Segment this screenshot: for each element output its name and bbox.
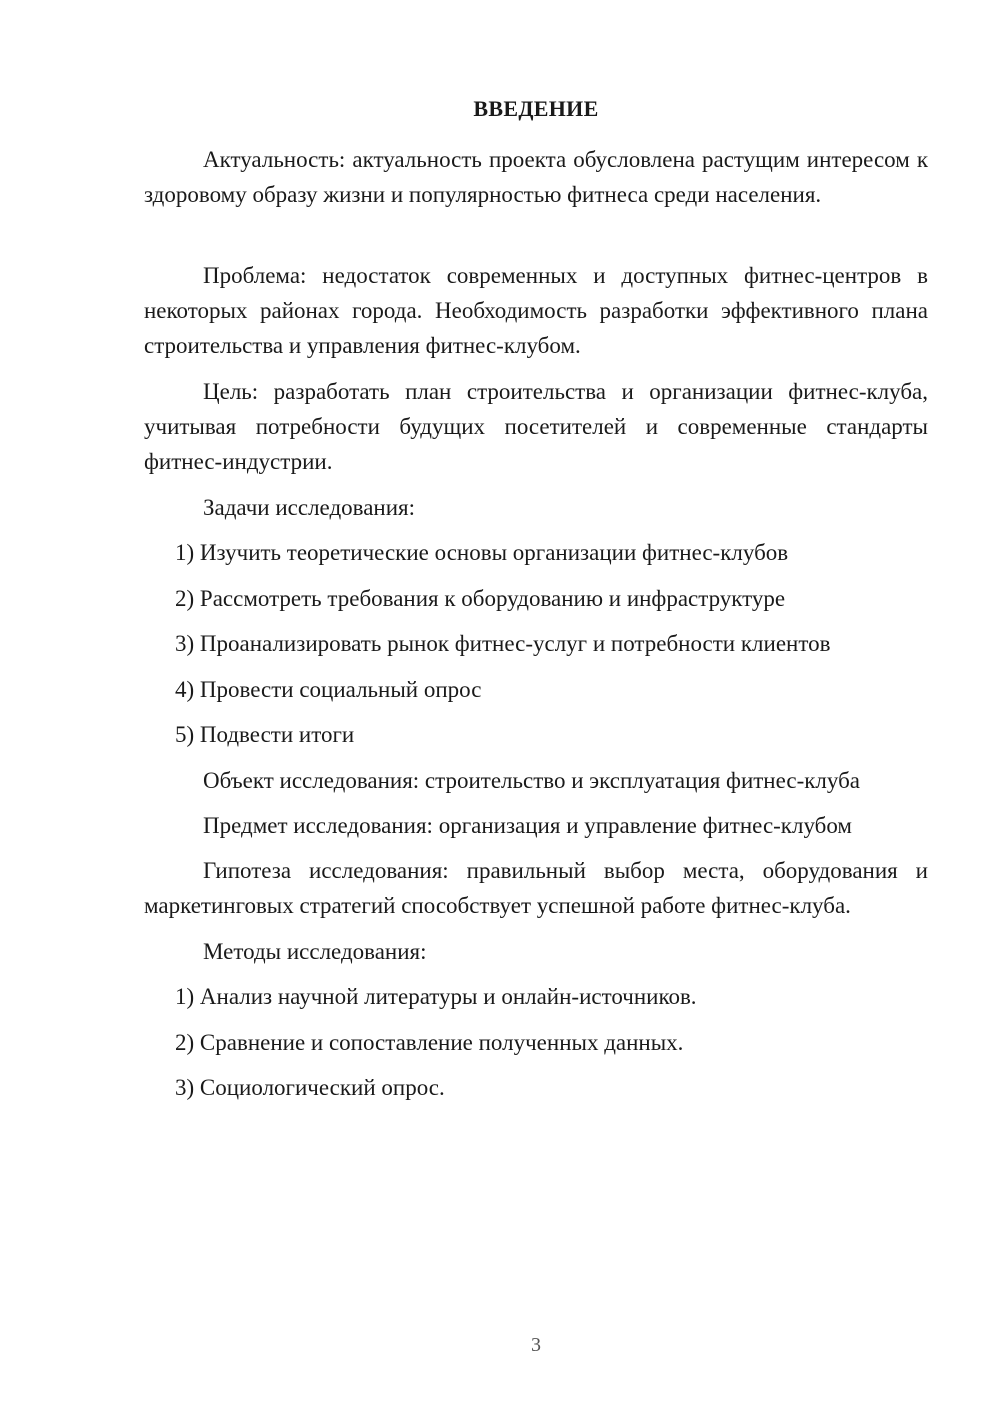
task-item: 3) Проанализировать рынок фитнес-услуг и потребности клиентов (175, 631, 831, 656)
hypothesis-text: Гипотеза исследования: правильный выбор места, оборудования и маркетинговых стратегий способствует успешной работе фитнес-клуба. (144, 858, 928, 918)
object-text: Объект исследования: строительство и эксплуатация фитнес-клуба (203, 768, 861, 793)
goal-paragraph (144, 374, 928, 479)
page-number: 3 (531, 1334, 541, 1356)
problem-text: Проблема: недостаток современных и доступных фитнес-центров в некоторых районах города. Необходимость разработки эффективного плана строительства и управления фитнес-клубом. (144, 263, 928, 358)
methods-heading: Методы исследования: (203, 939, 427, 964)
relevance-paragraph (144, 142, 928, 212)
task-item: 4) Провести социальный опрос (175, 677, 482, 702)
goal-text: Цель: разработать план строительства и организации фитнес-клуба, учитывая потребности будущих посетителей и современные стандарты фитнес-индустрии. (144, 379, 928, 474)
hypothesis-paragraph (144, 853, 928, 923)
method-item: 3) Социологический опрос. (175, 1075, 445, 1100)
tasks-heading: Задачи исследования: (203, 495, 416, 520)
task-item: 1) Изучить теоретические основы организации фитнес-клубов (175, 540, 789, 565)
task-item: 2) Рассмотреть требования к оборудованию и инфраструктуре (175, 586, 786, 611)
page-title: ВВЕДЕНИЕ (473, 96, 599, 121)
subject-text: Предмет исследования: организация и управление фитнес-клубом (203, 813, 852, 838)
task-item: 5) Подвести итоги (175, 722, 355, 747)
method-item: 1) Анализ научной литературы и онлайн-источников. (175, 984, 697, 1009)
problem-paragraph (144, 258, 928, 363)
method-item: 2) Сравнение и сопоставление полученных данных. (175, 1030, 684, 1055)
relevance-text: Актуальность: актуальность проекта обусловлена растущим интересом к здоровому образу жизни и популярностью фитнеса среди населения. (144, 147, 928, 207)
